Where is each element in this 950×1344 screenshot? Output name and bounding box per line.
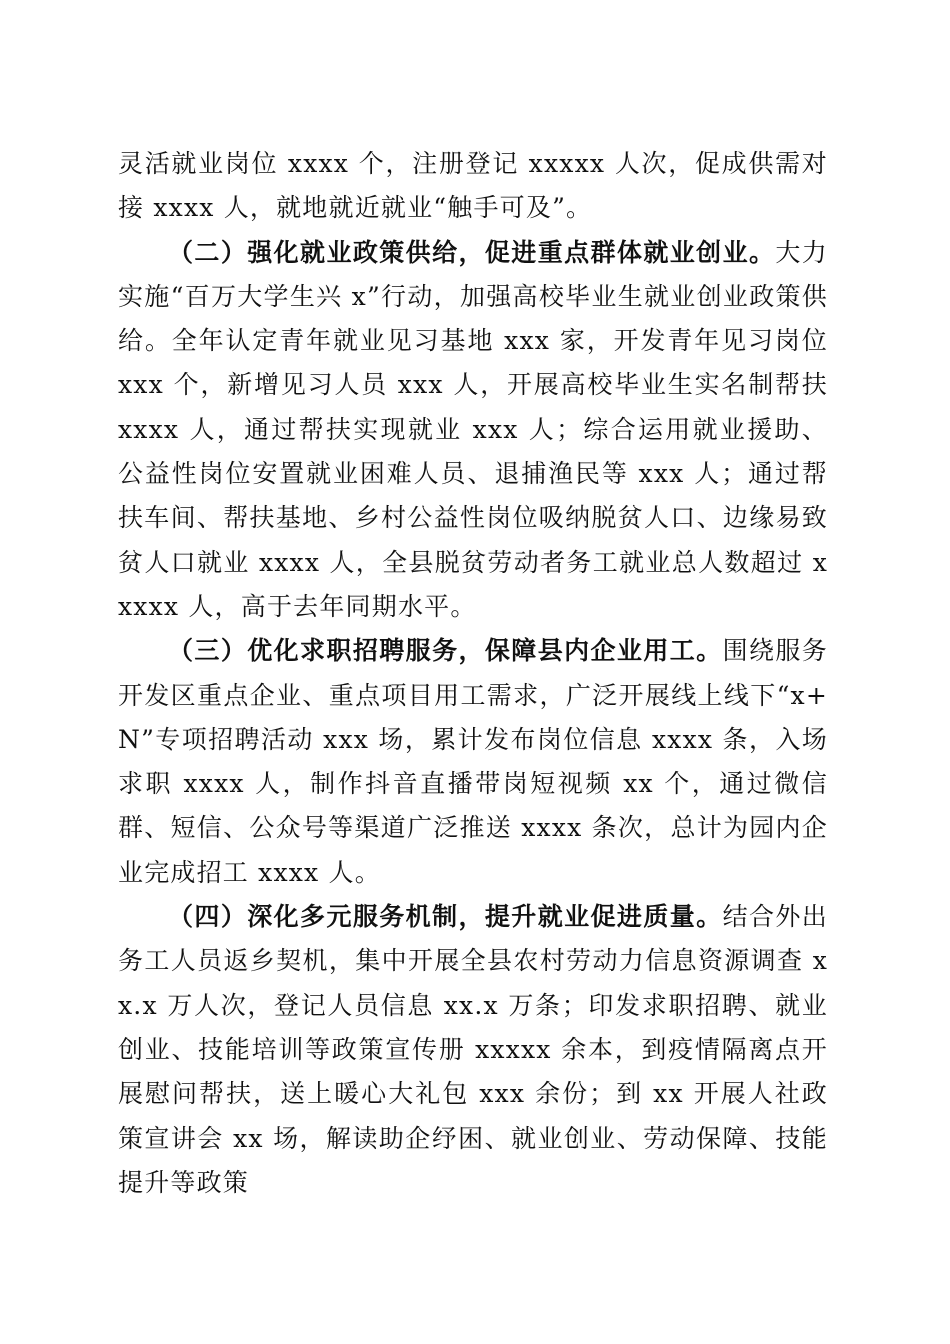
paragraph-text: 结合外出务工人员返乡契机，集中开展全县农村劳动力信息资源调查 xx.x 万人次，登记人员信息 xx.x 万条；印发求职招聘、就业创业、技能培训等政策宣传册 xxxxx 余本，到疫情隔离点开展慰问帮扶，送上暖心大礼包 xxx 余份；到 xx 开展人社政策宣讲会 xx 场，解读助企纾困、就业创业、劳动保障、技能提升等政策 <box>118 902 829 1197</box>
paragraph-continuation <box>118 142 828 231</box>
section-heading: （四）深化多元服务机制，提升就业促进质量。 <box>168 902 723 932</box>
paragraph-text: 大力实施“百万大学生兴 x”行动，加强高校毕业生就业创业政策供给。全年认定青年就业见习基地 xxx 家，开发青年见习岗位 xxx 个，新增见习人员 xxx 人，开展高校毕业生实名制帮扶 xxxx 人，通过帮扶实现就业 xxx 人；综合运用就业援助、公益性岗位安置就业困难人员、退捕渔民等 xxx 人；通过帮扶车间、帮扶基地、乡村公益性岗位吸纳脱贫人口、边缘易致贫人口就业 xxxx 人，全县脱贫劳动者务工就业总人数超过 xxxxx 人，高于去年同期水平。 <box>118 237 828 621</box>
paragraph-text: 灵活就业岗位 xxxx 个，注册登记 xxxxx 人次，促成供需对接 xxxx 人，就地就近就业“触手可及”。 <box>118 149 828 223</box>
section-heading: （三）优化求职招聘服务，保障县内企业用工。 <box>168 636 723 666</box>
section-heading: （二）强化就业政策供给，促进重点群体就业创业。 <box>168 237 776 267</box>
paragraph-section-3 <box>118 629 828 895</box>
paragraph-section-4 <box>118 895 828 1205</box>
paragraph-section-2 <box>118 231 828 630</box>
paragraph-text: 围绕服务开发区重点企业、重点项目用工需求，广泛开展线上线下“x+N”专项招聘活动 xxx 场，累计发布岗位信息 xxxx 条，入场求职 xxxx 人，制作抖音直播带岗短视频 xx 个，通过微信群、短信、公众号等渠道广泛推送 xxxx 条次，总计为园内企业完成招工 xxxx 人。 <box>118 636 829 887</box>
body-text <box>118 142 828 1205</box>
